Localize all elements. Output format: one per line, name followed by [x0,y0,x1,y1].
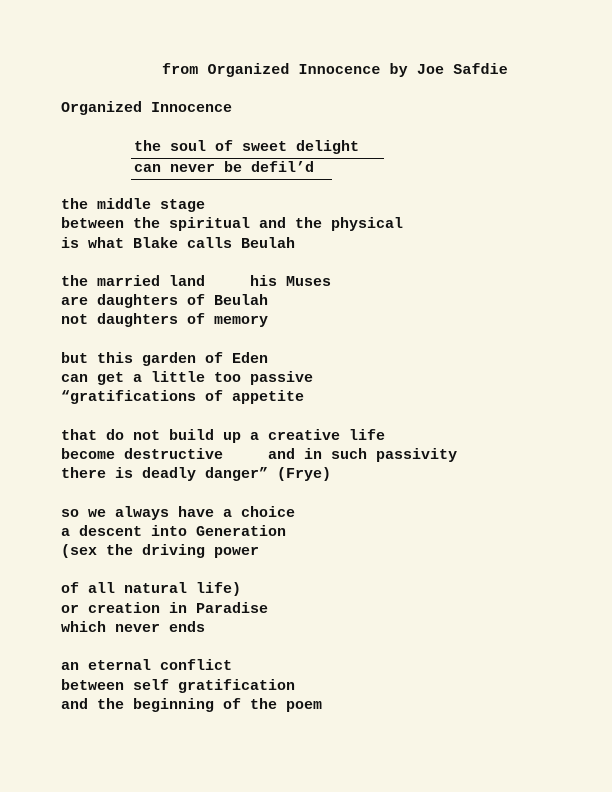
stanza [61,504,457,562]
poem-line: there is deadly danger” (Frye) [61,466,332,484]
poem-line: can get a little too passive [61,370,314,388]
source-header: from Organized Innocence by Joe Safdie [162,62,508,79]
poem-line: but this garden of Eden [61,350,269,368]
poem-line: the married land his Muses [61,273,332,291]
poem-line: or creation in Paradise [61,600,269,618]
poem-line: a descent into Generation [61,523,287,541]
stanza [61,273,457,331]
poem-line: are daughters of Beulah [61,293,269,311]
poem-line: which never ends [61,620,206,638]
poem-line: “gratifications of appetite [61,389,305,407]
poem-line: so we always have a choice [61,504,296,522]
epigraph-line: can never be defil’d [131,160,332,180]
poem-line: become destructive and in such passivity [61,446,458,464]
stanza [61,657,457,715]
poem-body [61,196,457,734]
epigraph [131,139,384,180]
poem-line: that do not build up a creative life [61,427,386,445]
poem-line: (sex the driving power [61,543,260,561]
epigraph-line: the soul of sweet delight [131,139,384,159]
poem-line: and the beginning of the poem [61,696,323,714]
poem-title: Organized Innocence [61,100,233,117]
poem-line: an eternal conflict [61,658,233,676]
poem-line: between the spiritual and the physical [61,216,404,234]
stanza [61,580,457,638]
poem-line: between self gratification [61,677,296,695]
stanza [61,427,457,485]
poem-line: not daughters of memory [61,312,269,330]
stanza [61,350,457,408]
stanza [61,196,457,254]
poem-line: of all natural life) [61,581,242,599]
poem-line: the middle stage [61,197,206,214]
poem-line: is what Blake calls Beulah [61,235,296,253]
